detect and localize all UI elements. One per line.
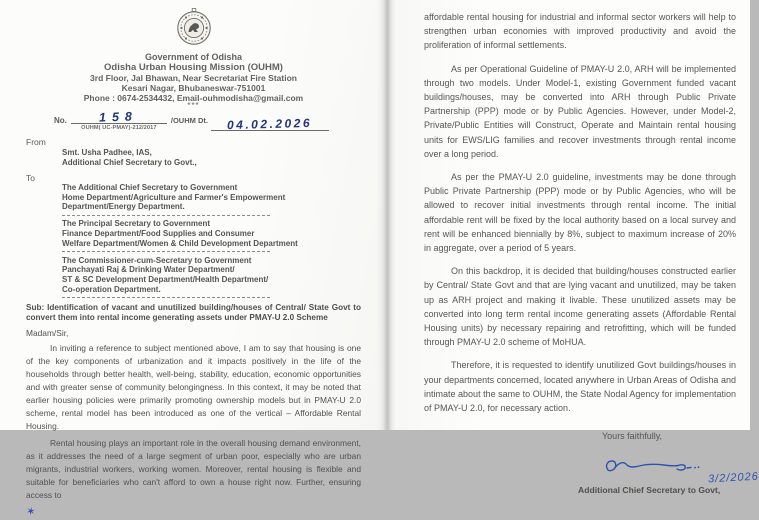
addressee-line: The Additional Chief Secretary to Government: [62, 183, 238, 193]
addressee-line: Co-operation Department.: [62, 284, 161, 294]
sender-block: [62, 148, 361, 167]
valediction: Yours faithfully,: [602, 431, 663, 442]
addressee-line: Home Department/Agriculture and Farmer's Empowerment: [62, 192, 286, 202]
addressee-line: Department/Energy Department.: [62, 202, 185, 212]
addressee-block-2: [62, 219, 361, 248]
body-paragraph: As per the PMAY-U 2.0 guideline, investments may be done through Public Private Partnership (PPP) mode or by Public Agencies, who will be allowed to recover initial investments through rental income. The initial affordable rent will be fixed by the local authority based on a local survey and rent will be enhanced biennially by 8%, subject to maximum increase of 20% in aggregate, over a period of 5 years.: [424, 172, 736, 254]
addressee-separator: [62, 297, 270, 298]
letterhead-contact: Phone : 0674-2534432, Email-ouhmodisha@gmail.com: [83, 93, 304, 103]
addressee-line: Welfare Department/Women & Child Development Department: [62, 238, 298, 248]
addressee-line: ST & SC Development Department/Health Department/: [62, 274, 269, 284]
addressee-separator: [62, 251, 270, 252]
body-paragraph: On this backdrop, it is decided that building/houses constructed earlier by Central/ State Govt and that are lying vacant and unutilized, may be taken up as ARH project and making it livable. These unutilized assets may be converted into long term rental income generating assets (Affordable Rental Housing units) by necessary repairing and retrofitting, which will be funded through PMAY-U 2.0 scheme of MoHUA.: [424, 266, 736, 348]
handwritten-letter-number: 158: [99, 109, 139, 125]
letterhead-address-line1: 3rd Floor, Jal Bhawan, Near Secretariat Fire Station: [90, 73, 297, 83]
signatory-designation: Additional Chief Secretary to Govt,: [578, 485, 721, 496]
reference-date-blank: [211, 115, 329, 133]
letterhead-organization: Odisha Urban Housing Mission (OUHM): [104, 62, 283, 73]
to-label: To: [26, 173, 35, 184]
addressee-line: Finance Department/Food Supplies and Consumer: [62, 229, 255, 239]
addressee-line: Panchayati Raj & Drinking Water Department/: [62, 265, 235, 275]
body-paragraph: Therefore, it is requested to identify unutilized Govt buildings/houses in your departments concerned, located anywhere in Urban Areas of Odisha and intimate about the same to OUHM, the State Nodal Agency for implementation of PMAY-U 2.0, for necessary action.: [424, 360, 736, 414]
sender-designation: Additional Chief Secretary to Govt.,: [62, 157, 197, 167]
from-label: From: [26, 137, 46, 147]
blue-ink-mark-icon: ✶: [24, 505, 37, 519]
reference-line: [54, 111, 361, 131]
addressee-block-3: [62, 256, 361, 294]
letter-page-1: [0, 0, 379, 519]
reference-no-blank: [71, 109, 167, 131]
body-paragraph: affordable rental housing for industrial and informal sector workers will help to strengthen urban economies with improved productivity and avoid the proliferation of informal settlements.: [424, 12, 736, 51]
reference-no-label: No.: [54, 116, 67, 125]
subject-line: Sub: Identification of vacant and unutilized building/houses of Central/ State Govt to convert them into rental income generating assets under PMAY-U 2.0 Scheme: [26, 303, 361, 323]
reference-date-label: /OUHM Dt.: [170, 116, 208, 125]
letterhead-address-line2: Kesari Nagar, Bhubaneswar-751001: [121, 83, 266, 93]
salutation: Madam/Sir,: [26, 328, 69, 339]
body-paragraph: Rental housing plays an important role in the overall housing demand environment, as it addresses the need of a large segment of urban poor, especially who are urban migrants, industrial workers, working women. Moreover, rental housing is flexible and suitable for beneficiaries who can't afford to own a house right now. Further, ensuring access to: [26, 438, 361, 501]
sender-name: Smt. Usha Padhee, IAS,: [62, 148, 152, 157]
addressee-line: The Commissioner-cum-Secretary to Government: [62, 255, 252, 265]
addressee-separator: [62, 215, 270, 216]
signature-icon: [602, 455, 706, 484]
letter-page-2: [397, 0, 759, 496]
closing-block: [578, 431, 759, 496]
addressee-line: The Principal Secretary to Government: [62, 219, 211, 229]
page-fold-seam: [377, 0, 397, 430]
odisha-government-emblem-icon: [175, 8, 213, 51]
addressee-block-1: [62, 183, 361, 212]
letterhead-government: Government of Odisha: [144, 52, 242, 62]
handwritten-letter-date: 04.02.2026: [227, 115, 313, 133]
body-paragraph: In inviting a reference to subject mentioned above, I am to say that housing is one of the key components of urbanization and it impacts positively in the life of the households through better health, well-being, stability, education, economic opportunities and with greater sense of community belongingness. In this context, it may be noted that earlier housing policies were primarily promoting ownership models but in PMAY-U 2.0 scheme, rental model has been introduced as one of the vertical – Affordable Rental Housing.: [26, 343, 361, 432]
letterhead-star-separator: ***: [187, 101, 200, 110]
body-paragraph: As per Operational Guideline of PMAY-U 2.0, ARH will be implemented through two models. Under Model-1, existing Government funded vacant buildings/houses, may be converted into ARH through Public Private Partnership (PPP) mode or by Public Agencies. However, under Model-2, Private/Public Entities will Construct, Operate and Maintain rental housing units for EWS/LIG families and recover investments through rental income over a long period.: [424, 63, 736, 159]
letterhead: [26, 8, 361, 108]
handwritten-signature-date: 3/2/2026: [707, 470, 759, 486]
reference-file-number: OUHM( UC-PMAY)-212/2017: [81, 125, 157, 131]
